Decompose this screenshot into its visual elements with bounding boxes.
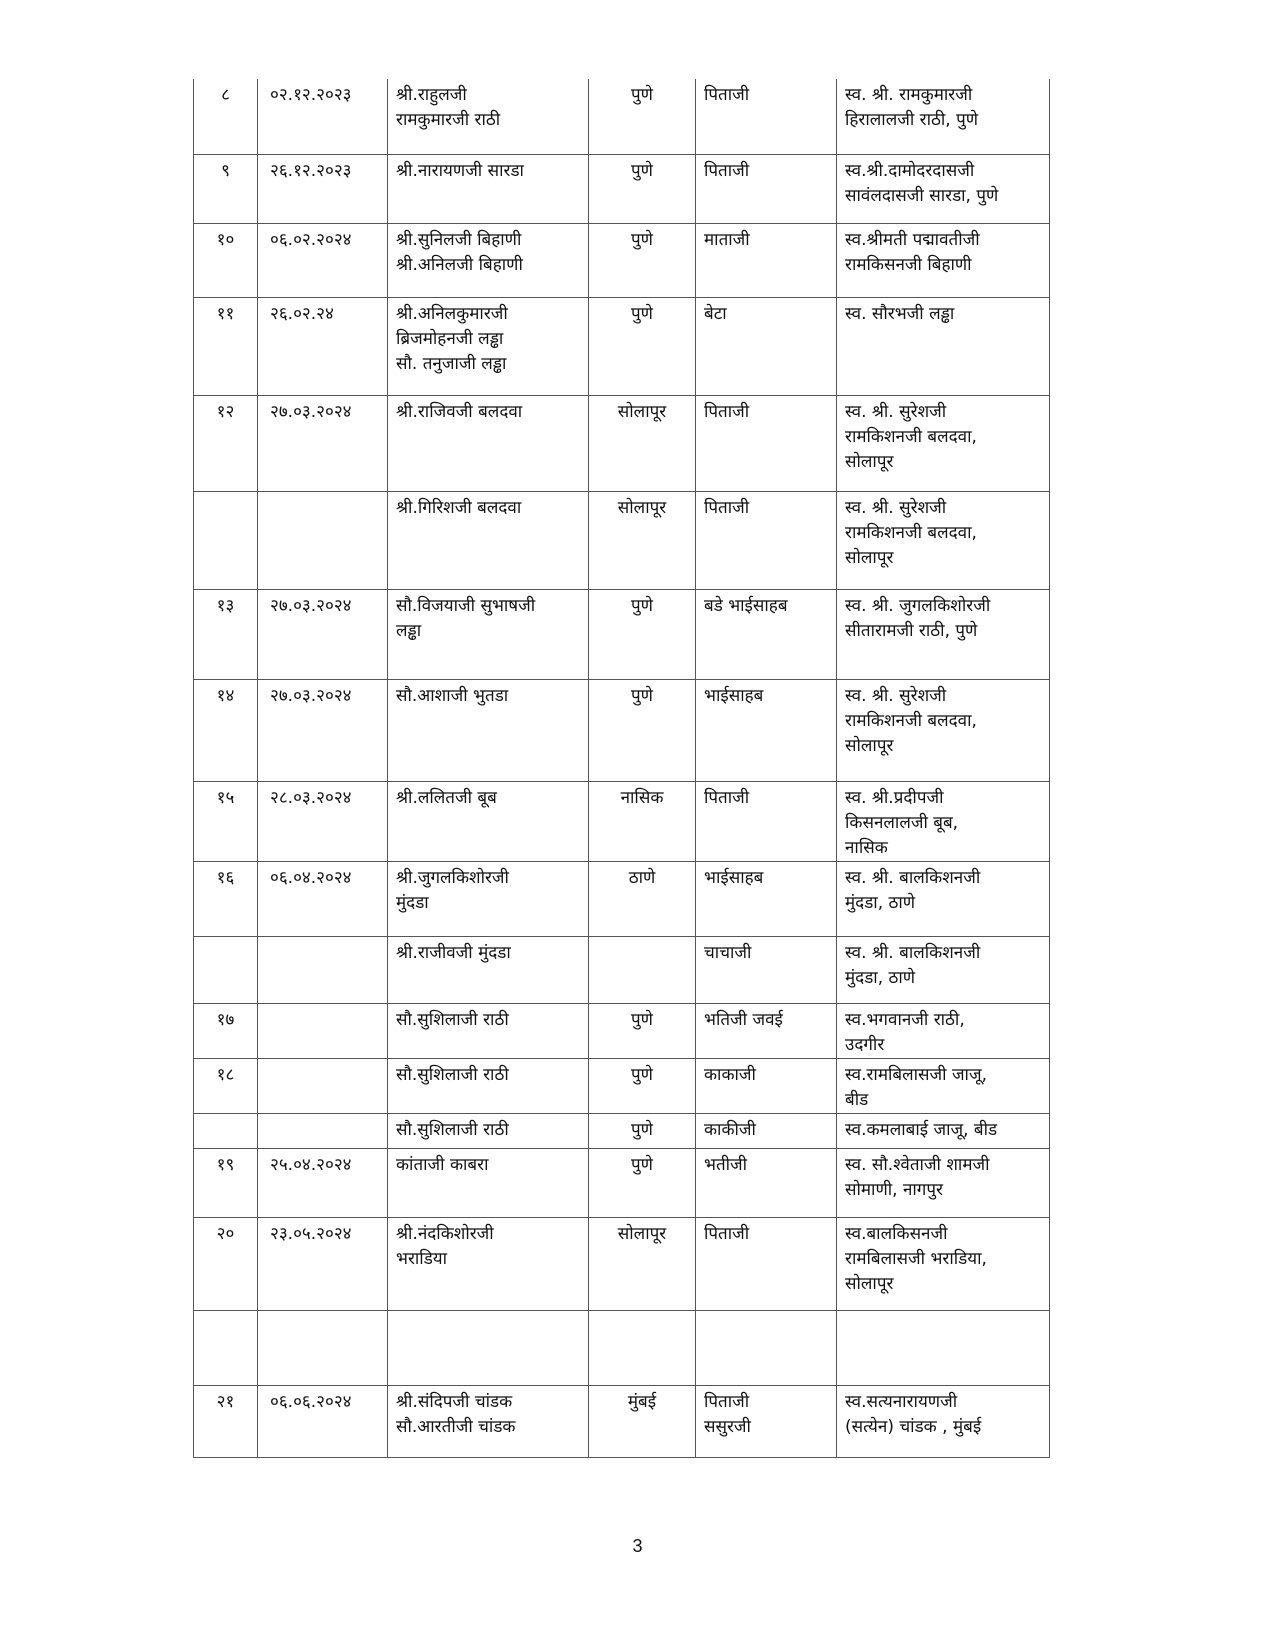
relation-cell: काकीजी bbox=[696, 1113, 837, 1148]
place-cell: पुणे bbox=[589, 1058, 696, 1113]
donor-name-cell: श्री.राहुलजी रामकुमारजी राठी bbox=[388, 79, 589, 154]
relation-cell: बेटा bbox=[696, 297, 837, 395]
date-cell: २३.०५.२०२४ bbox=[258, 1217, 388, 1310]
place-cell: पुणे bbox=[589, 154, 696, 223]
relation-cell: पिताजी bbox=[696, 491, 837, 589]
page-number: 3 bbox=[632, 1536, 643, 1556]
serial-number-cell: १९ bbox=[194, 1148, 258, 1217]
relation-cell: भतीजी bbox=[696, 1148, 837, 1217]
table-row bbox=[194, 395, 1050, 491]
date-cell bbox=[258, 936, 388, 1003]
donor-name-cell: श्री.नारायणजी सारडा bbox=[388, 154, 589, 223]
in-memory-of-cell: स्व. श्री. सुरेशजी रामकिशनजी बलदवा, सोलापूर bbox=[837, 395, 1050, 491]
in-memory-of-cell: स्व. श्री. रामकुमारजी हिरालालजी राठी, पुणे bbox=[837, 79, 1050, 154]
donor-name-cell: श्री.जुगलकिशोरजी मुंदडा bbox=[388, 861, 589, 936]
serial-number-cell bbox=[194, 1113, 258, 1148]
date-cell bbox=[258, 1058, 388, 1113]
place-cell: सोलापूर bbox=[589, 1217, 696, 1310]
place-cell bbox=[589, 936, 696, 1003]
place-cell bbox=[589, 1310, 696, 1385]
relation-cell: भाईसाहब bbox=[696, 679, 837, 781]
place-cell: पुणे bbox=[589, 589, 696, 679]
date-cell: ०६.०६.२०२४ bbox=[258, 1385, 388, 1457]
in-memory-of-cell: स्व.कमलाबाई जाजू, बीड bbox=[837, 1113, 1050, 1148]
donor-name-cell: श्री.अनिलकुमारजी ब्रिजमोहनजी लड्ढा सौ. तनुजाजी लड्ढा bbox=[388, 297, 589, 395]
serial-number-cell: १३ bbox=[194, 589, 258, 679]
donor-name-cell: सौ.सुशिलाजी राठी bbox=[388, 1113, 589, 1148]
donor-name-cell: सौ.सुशिलाजी राठी bbox=[388, 1003, 589, 1058]
in-memory-of-cell: स्व. श्री. जुगलकिशोरजी सीतारामजी राठी, पुणे bbox=[837, 589, 1050, 679]
donor-name-cell: श्री.राजिवजी बलदवा bbox=[388, 395, 589, 491]
donor-name-cell: सौ.विजयाजी सुभाषजी लड्ढा bbox=[388, 589, 589, 679]
records-table bbox=[193, 79, 1050, 1458]
table-row bbox=[194, 861, 1050, 936]
in-memory-of-cell: स्व. सौ.श्वेताजी शामजी सोमाणी, नागपुर bbox=[837, 1148, 1050, 1217]
place-cell: पुणे bbox=[589, 79, 696, 154]
in-memory-of-cell: स्व. श्री. बालकिशनजी मुंदडा, ठाणे bbox=[837, 861, 1050, 936]
table-row bbox=[194, 79, 1050, 154]
place-cell: सोलापूर bbox=[589, 491, 696, 589]
donor-name-cell: श्री.संदिपजी चांडक सौ.आरतीजी चांडक bbox=[388, 1385, 589, 1457]
serial-number-cell: १० bbox=[194, 223, 258, 297]
donor-name-cell bbox=[388, 1310, 589, 1385]
relation-cell: पिताजी bbox=[696, 154, 837, 223]
serial-number-cell: १६ bbox=[194, 861, 258, 936]
place-cell: मुंबई bbox=[589, 1385, 696, 1457]
table-row bbox=[194, 297, 1050, 395]
relation-cell: भतिजी जवई bbox=[696, 1003, 837, 1058]
table-row bbox=[194, 154, 1050, 223]
table-row bbox=[194, 1003, 1050, 1058]
serial-number-cell: ११ bbox=[194, 297, 258, 395]
relation-cell: चाचाजी bbox=[696, 936, 837, 1003]
donor-name-cell: श्री.सुनिलजी बिहाणी श्री.अनिलजी बिहाणी bbox=[388, 223, 589, 297]
table-body bbox=[194, 79, 1050, 1457]
table-row bbox=[194, 1385, 1050, 1457]
serial-number-cell: ९ bbox=[194, 154, 258, 223]
table-row bbox=[194, 1058, 1050, 1113]
relation-cell: भाईसाहब bbox=[696, 861, 837, 936]
donor-name-cell: सौ.सुशिलाजी राठी bbox=[388, 1058, 589, 1113]
table-row bbox=[194, 1217, 1050, 1310]
table-row bbox=[194, 1310, 1050, 1385]
serial-number-cell bbox=[194, 1310, 258, 1385]
in-memory-of-cell: स्व. श्री. सुरेशजी रामकिशनजी बलदवा, सोलापूर bbox=[837, 679, 1050, 781]
serial-number-cell: १४ bbox=[194, 679, 258, 781]
in-memory-of-cell: स्व.श्री.दामोदरदासजी सावंलदासजी सारडा, पुणे bbox=[837, 154, 1050, 223]
table-row bbox=[194, 781, 1050, 861]
relation-cell: काकाजी bbox=[696, 1058, 837, 1113]
place-cell: पुणे bbox=[589, 1003, 696, 1058]
relation-cell: पिताजी bbox=[696, 395, 837, 491]
place-cell: सोलापूर bbox=[589, 395, 696, 491]
serial-number-cell: १८ bbox=[194, 1058, 258, 1113]
donor-name-cell: श्री.राजीवजी मुंदडा bbox=[388, 936, 589, 1003]
date-cell: २६.०२.२४ bbox=[258, 297, 388, 395]
place-cell: पुणे bbox=[589, 1113, 696, 1148]
in-memory-of-cell: स्व.श्रीमती पद्मावतीजी रामकिसनजी बिहाणी bbox=[837, 223, 1050, 297]
date-cell bbox=[258, 491, 388, 589]
date-cell bbox=[258, 1113, 388, 1148]
in-memory-of-cell: स्व. सौरभजी लड्ढा bbox=[837, 297, 1050, 395]
date-cell: ०६.०२.२०२४ bbox=[258, 223, 388, 297]
relation-cell: पिताजी bbox=[696, 781, 837, 861]
place-cell: ठाणे bbox=[589, 861, 696, 936]
in-memory-of-cell bbox=[837, 1310, 1050, 1385]
in-memory-of-cell: स्व.बालकिसनजी रामबिलासजी भराडिया, सोलापूर bbox=[837, 1217, 1050, 1310]
serial-number-cell bbox=[194, 936, 258, 1003]
table-row bbox=[194, 491, 1050, 589]
in-memory-of-cell: स्व.सत्यनारायणजी (सत्येन) चांडक , मुंबई bbox=[837, 1385, 1050, 1457]
table-row bbox=[194, 936, 1050, 1003]
table-row bbox=[194, 589, 1050, 679]
in-memory-of-cell: स्व. श्री. सुरेशजी रामकिशनजी बलदवा, सोलापूर bbox=[837, 491, 1050, 589]
serial-number-cell bbox=[194, 491, 258, 589]
donor-name-cell: श्री.गिरिशजी बलदवा bbox=[388, 491, 589, 589]
date-cell: ०२.१२.२०२३ bbox=[258, 79, 388, 154]
table-row bbox=[194, 679, 1050, 781]
place-cell: पुणे bbox=[589, 1148, 696, 1217]
serial-number-cell: १२ bbox=[194, 395, 258, 491]
in-memory-of-cell: स्व.रामबिलासजी जाजू, बीड bbox=[837, 1058, 1050, 1113]
table-row bbox=[194, 1148, 1050, 1217]
relation-cell: पिताजी bbox=[696, 1217, 837, 1310]
date-cell: २५.०४.२०२४ bbox=[258, 1148, 388, 1217]
date-cell: २७.०३.२०२४ bbox=[258, 679, 388, 781]
table-row bbox=[194, 223, 1050, 297]
serial-number-cell: १७ bbox=[194, 1003, 258, 1058]
serial-number-cell: ८ bbox=[194, 79, 258, 154]
serial-number-cell: २१ bbox=[194, 1385, 258, 1457]
date-cell: ०६.०४.२०२४ bbox=[258, 861, 388, 936]
serial-number-cell: २० bbox=[194, 1217, 258, 1310]
relation-cell: बडे भाईसाहब bbox=[696, 589, 837, 679]
relation-cell bbox=[696, 1310, 837, 1385]
donor-name-cell: सौ.आशाजी भुतडा bbox=[388, 679, 589, 781]
donor-name-cell: कांताजी काबरा bbox=[388, 1148, 589, 1217]
date-cell bbox=[258, 1003, 388, 1058]
date-cell: २६.१२.२०२३ bbox=[258, 154, 388, 223]
place-cell: पुणे bbox=[589, 679, 696, 781]
place-cell: पुणे bbox=[589, 297, 696, 395]
relation-cell: पिताजी bbox=[696, 79, 837, 154]
date-cell: २८.०३.२०२४ bbox=[258, 781, 388, 861]
serial-number-cell: १५ bbox=[194, 781, 258, 861]
place-cell: पुणे bbox=[589, 223, 696, 297]
in-memory-of-cell: स्व. श्री. बालकिशनजी मुंदडा, ठाणे bbox=[837, 936, 1050, 1003]
donor-name-cell: श्री.नंदकिशोरजी भराडिया bbox=[388, 1217, 589, 1310]
place-cell: नासिक bbox=[589, 781, 696, 861]
date-cell: २७.०३.२०२४ bbox=[258, 395, 388, 491]
date-cell bbox=[258, 1310, 388, 1385]
in-memory-of-cell: स्व. श्री.प्रदीपजी किसनलालजी बूब, नासिक bbox=[837, 781, 1050, 861]
relation-cell: माताजी bbox=[696, 223, 837, 297]
date-cell: २७.०३.२०२४ bbox=[258, 589, 388, 679]
table-row bbox=[194, 1113, 1050, 1148]
donor-name-cell: श्री.ललितजी बूब bbox=[388, 781, 589, 861]
relation-cell: पिताजी ससुरजी bbox=[696, 1385, 837, 1457]
in-memory-of-cell: स्व.भगवानजी राठी, उदगीर bbox=[837, 1003, 1050, 1058]
